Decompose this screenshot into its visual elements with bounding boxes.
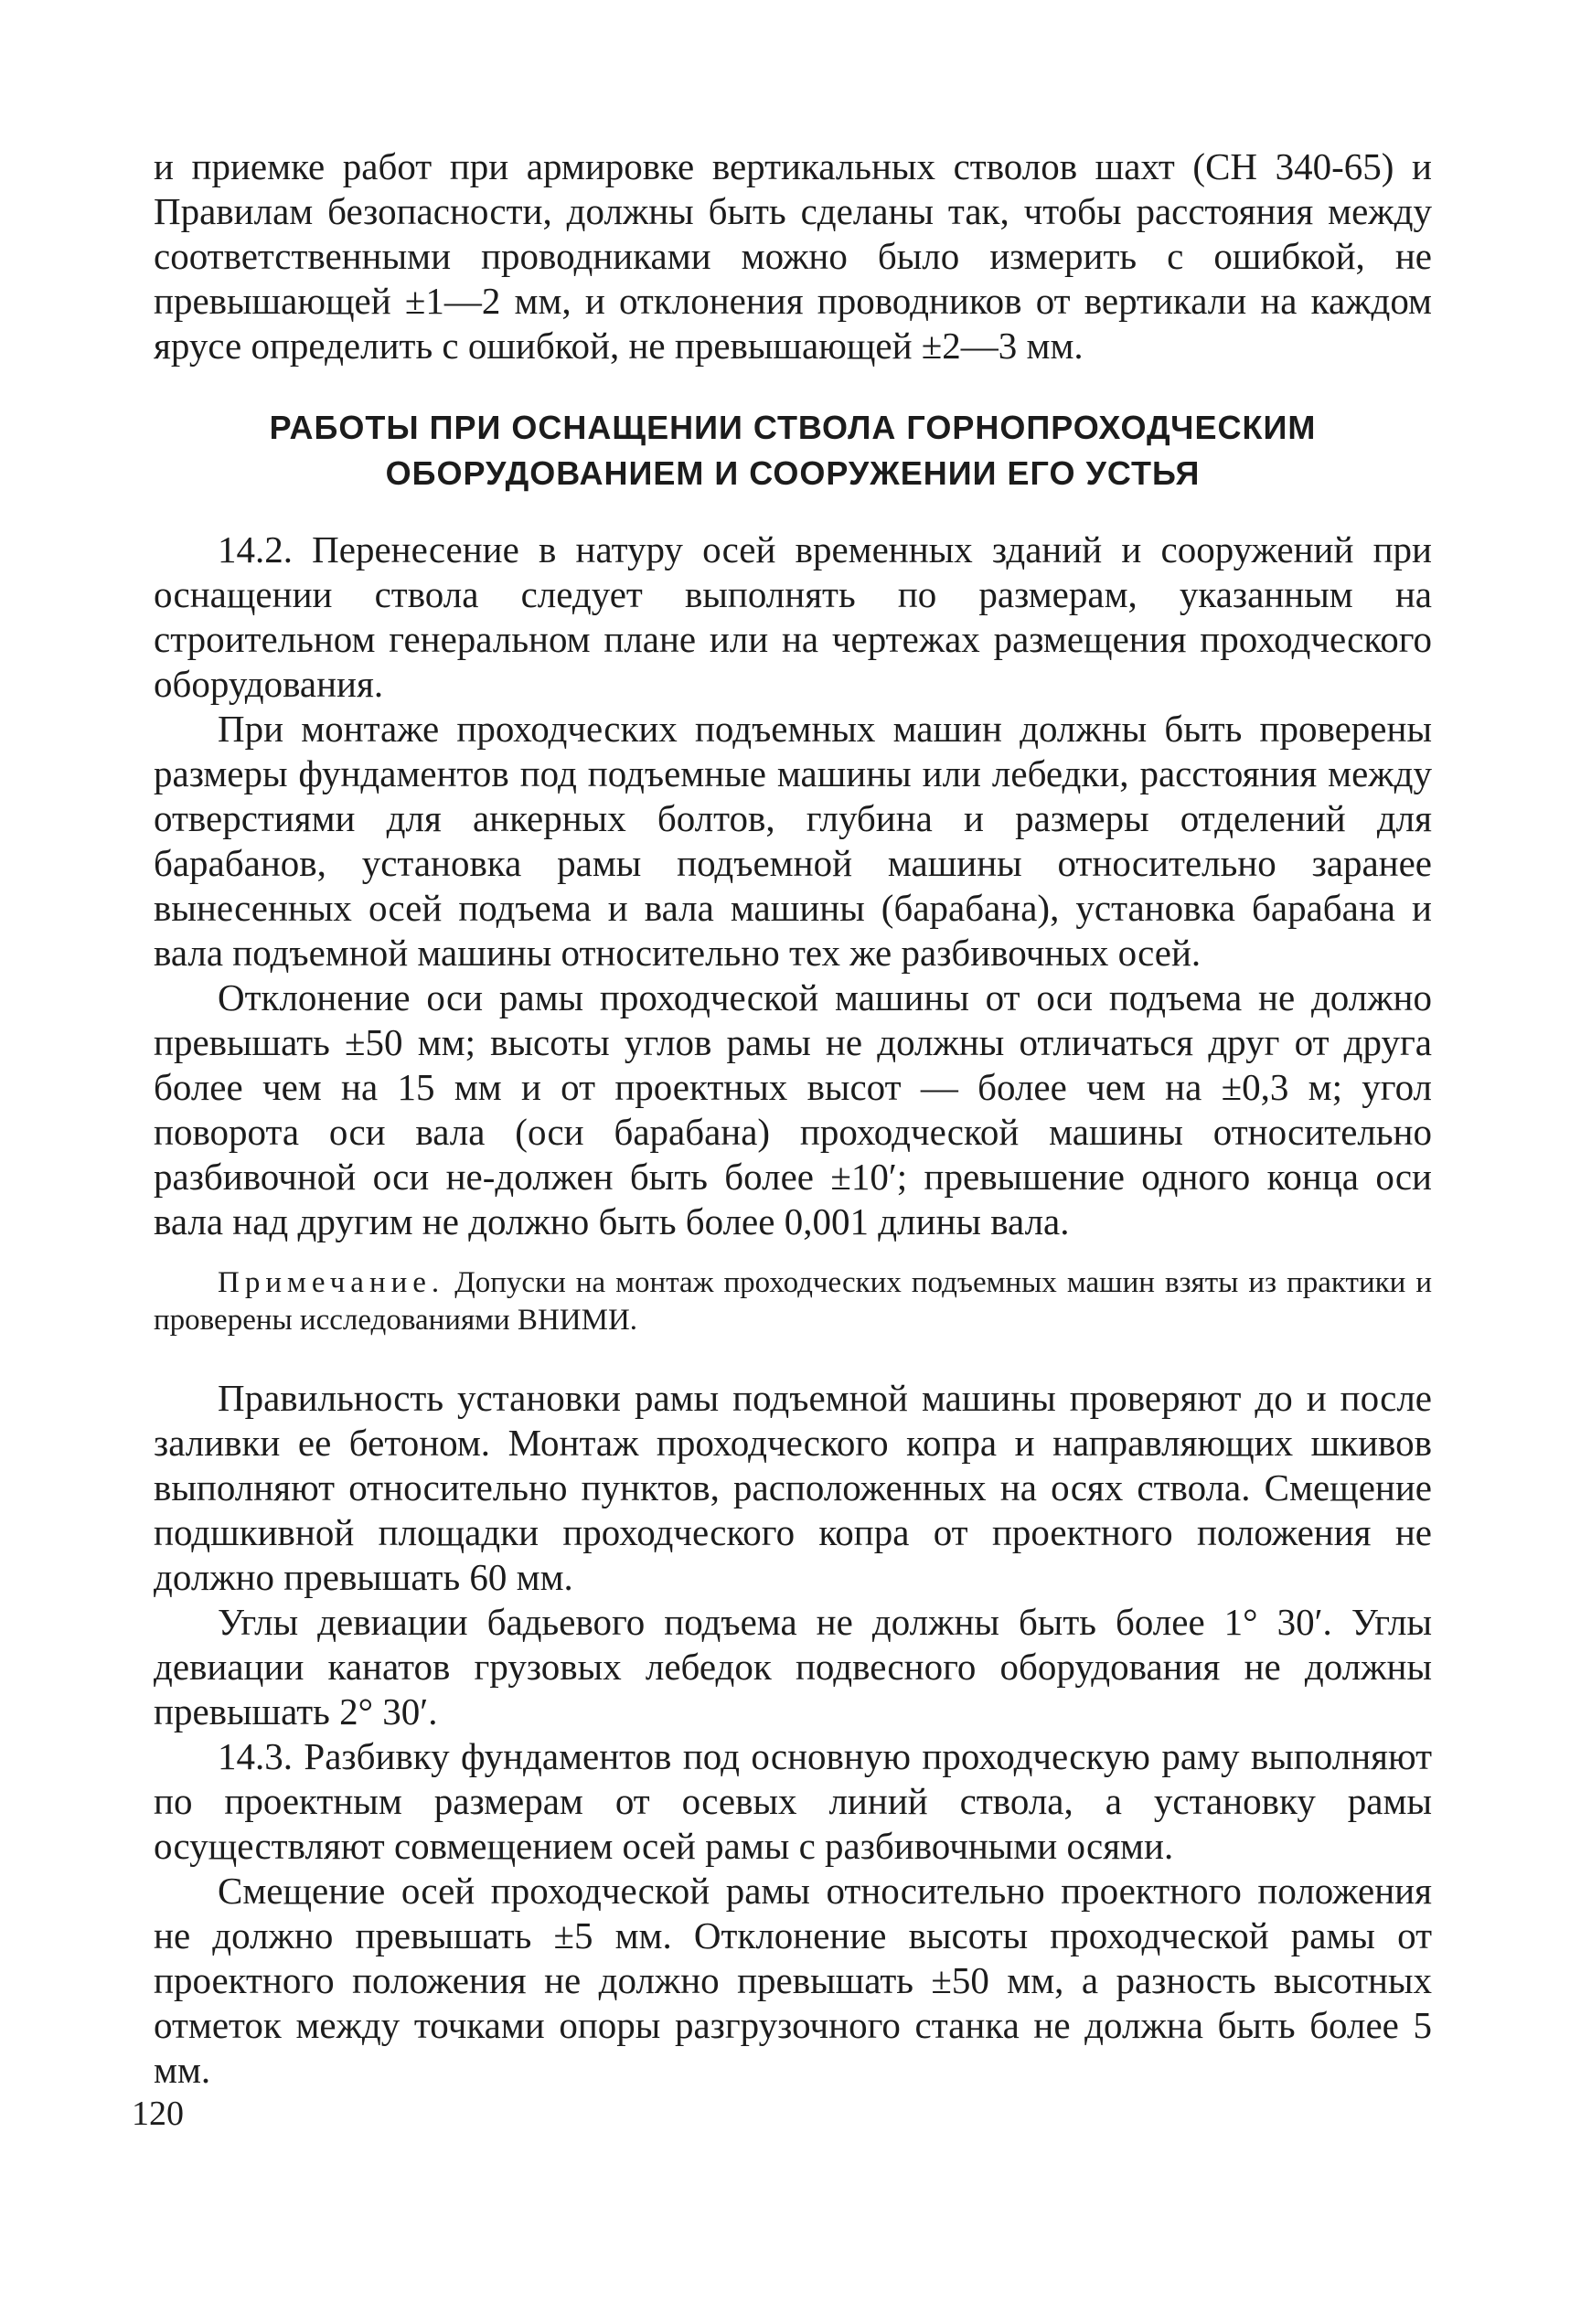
section-heading — [154, 405, 1432, 496]
page-body — [154, 144, 1432, 2093]
note-text: Допуски на монтаж проходческих подъемных машин взяты из практики и проверены исследованиями ВНИМИ. — [154, 1266, 1433, 1337]
paragraph-continuation: и приемке работ при армировке вертикальных стволов шахт (СН 340-65) и Правилам безопасности, должны быть сделаны так, чтобы расстояния между соответственными проводниками можно было измерить с ошибкой, не превышающей ±1—2 мм, и отклонения проводников от вертикали на каждом ярусе определить с ошибкой, не превышающей ±2—3 мм. — [154, 145, 1432, 367]
paragraph-frame-check: Правильность установки рамы подъемной машины проверяют до и после заливки ее бетоном. Монтаж проходческого копра и направляющих шкивов выполняют относительно пунктов, расположенных на осях ствола. Смещение подшкивной площадки проходческого копра от проектного положения не должно превышать 60 мм. — [154, 1377, 1432, 1598]
paragraph-hoist-installation: При монтаже проходческих подъемных машин должны быть проверены размеры фундаментов под подъемные машины или лебедки, расстояния между отверстиями для анкерных болтов, глубина и размеры отделений для барабанов, установка рамы подъемной машины относительно заранее вынесенных осей подъема и вала машины (барабана), установка барабана и вала подъемной машины относительно тех же разбивочных осей. — [154, 708, 1432, 974]
paragraph-frame-offset: Смещение осей проходческой рамы относительно проектного положения не должно превышать ±5 мм. Отклонение высоты проходческой рамы от проектного положения не должно превышать ±50 мм, а разность высотных отметок между точками опоры разгрузочного станка не должна быть более 5 мм. — [154, 1870, 1432, 2091]
section-heading-line-1: РАБОТЫ ПРИ ОСНАЩЕНИИ СТВОЛА ГОРНОПРОХОДЧЕСКИМ — [269, 409, 1317, 446]
page-number: 120 — [132, 2095, 184, 2133]
paragraph-14-3: 14.3. Разбивку фундаментов под основную проходческую раму выполняют по проектным размерам от осевых линий ствола, а установку рамы осуществляют совмещением осей рамы с разбивочными осями. — [154, 1735, 1432, 1867]
section-heading-line-2: ОБОРУДОВАНИЕМ И СООРУЖЕНИИ ЕГО УСТЬЯ — [385, 454, 1201, 492]
paragraph-14-2: 14.2. Перенесение в натуру осей временных зданий и сооружений при оснащении ствола следует выполнять по размерам, указанным на строительном генеральном плане или на чертежах размещения проходческого оборудования. — [154, 528, 1432, 705]
paragraph-frame-deviation: Отклонение оси рамы проходческой машины от оси подъема не должно превышать ±50 мм; высоты углов рамы не должны отличаться друг от друга более чем на 15 мм и от проектных высот — более чем на ±0,3 м; угол поворота оси вала (оси барабана) проходческой машины относительно разбивочной оси не-должен быть более ±10′; превышение одного конца оси вала над другим не должно быть более 0,001 длины вала. — [154, 976, 1432, 1242]
paragraph-deviation-angles: Углы девиации бадьевого подъема не должны быть более 1° 30′. Углы девиации канатов грузовых лебедок подвесного оборудования не должны превышать 2° 30′. — [154, 1601, 1432, 1732]
note-label: Примечание. — [218, 1266, 445, 1299]
note — [154, 1264, 1432, 1339]
